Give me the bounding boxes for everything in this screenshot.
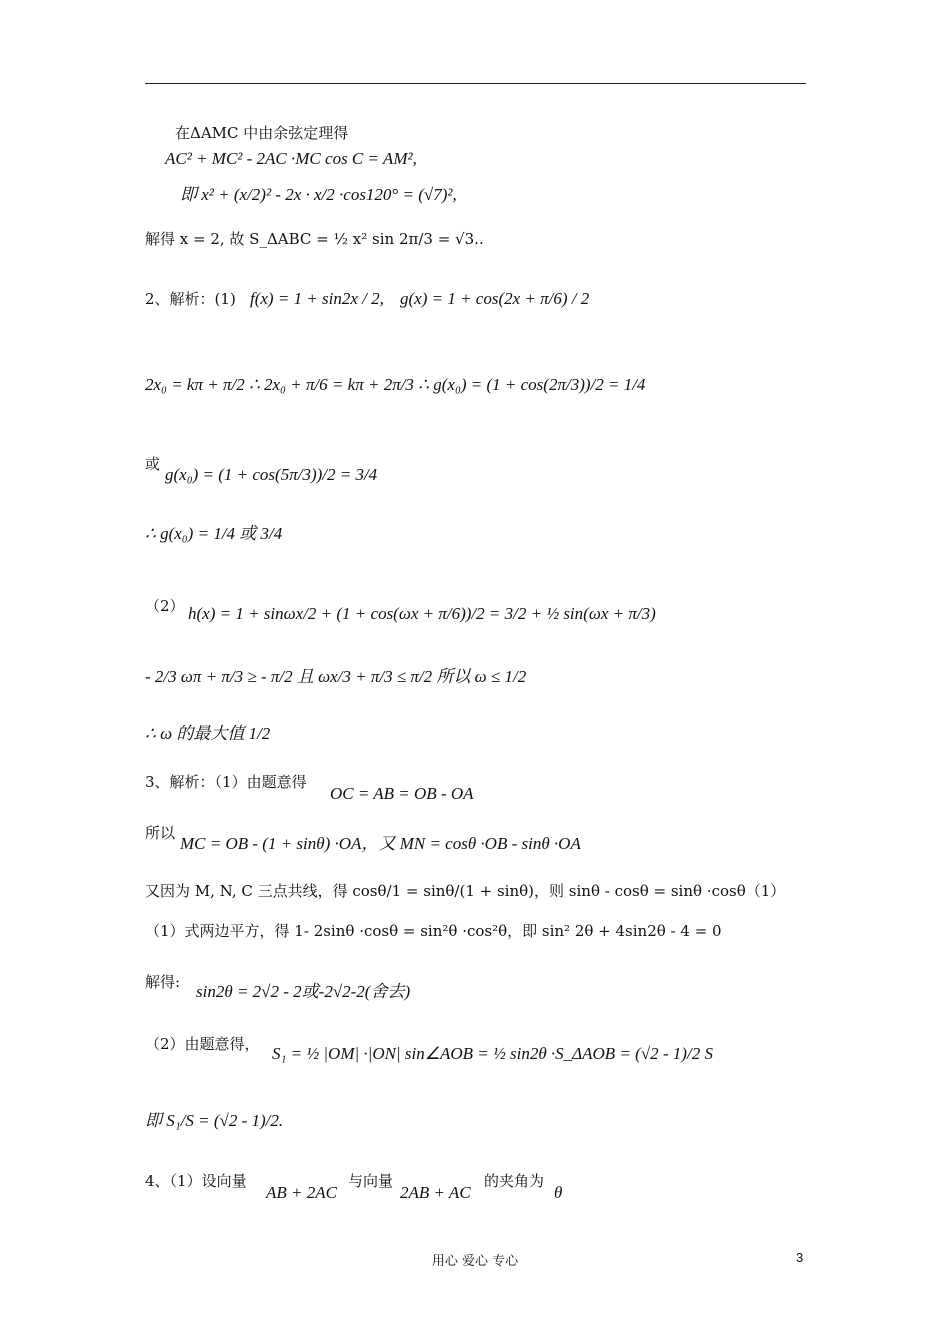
vector-2: 2AB + AC bbox=[400, 1183, 471, 1202]
formula-h: h(x) = 1 + sinωx/2 + (1 + cos(ωx + π/6))/2 = 3/2 + ½ sin(ωx + π/3) bbox=[188, 604, 656, 623]
part-2-intro: （2）由题意得， bbox=[145, 1035, 260, 1053]
vector-oc: OC = AB = OB - OA bbox=[330, 784, 474, 803]
so-label: 所以 bbox=[145, 824, 176, 842]
collinear-line: 又因为 M, N, C 三点共线，得 cosθ/1 = sinθ/(1 + sinθ)，则 sinθ - cosθ = sinθ ·cosθ（1） bbox=[145, 882, 786, 900]
footer-slogan: 用心 爱心 专心 bbox=[431, 1254, 519, 1269]
formula-g-alt: g(x₀) = (1 + cos(5π/3))/2 = 3/4 bbox=[165, 465, 378, 484]
omega-max: ∴ ω 的最大值 1/2 bbox=[145, 724, 271, 743]
formula-x0: 2x₀ = kπ + π/2 ∴ 2x₀ + π/6 = kπ + 2π/3 ∴ g(x₀) = (1 + cos(2π/3))/2 = 1/4 bbox=[145, 375, 646, 394]
area-ratio: 即 S₁/S = (√2 - 1)/2. bbox=[145, 1111, 284, 1130]
formula-g: g(x) = 1 + cos(2x + π/6) / 2 bbox=[400, 289, 590, 308]
theta-symbol: θ bbox=[554, 1183, 563, 1202]
with-vector-label: 与向量 bbox=[348, 1172, 394, 1190]
angle-label: 的夹角为 bbox=[484, 1172, 545, 1190]
solve-result: sin2θ = 2√2 - 2或-2√2-2(舍去) bbox=[196, 982, 411, 1001]
line-substitution: 即 x² + (x/2)² - 2x · x/2 ·cos120° = (√7)², bbox=[180, 185, 457, 204]
or-label: 或 bbox=[145, 455, 161, 473]
section-2-label: 2、解析：(1) bbox=[145, 290, 236, 308]
line-cosine-law-intro: 在ΔAMC 中由余弦定理得 bbox=[175, 124, 349, 142]
solve-label: 解得: bbox=[145, 973, 181, 991]
area-s1-formula: S₁ = ½ |OM| ·|ON| sin∠AOB = ½ sin2θ ·S_ΔAOB = (√2 - 1)/2 S bbox=[272, 1044, 713, 1063]
page-number: 3 bbox=[796, 1250, 804, 1265]
vector-1: AB + 2AC bbox=[266, 1183, 337, 1202]
therefore-g: ∴ g(x₀) = 1/4 或 3/4 bbox=[145, 524, 283, 543]
omega-inequality: - 2/3 ωπ + π/3 ≥ - π/2 且 ωx/3 + π/3 ≤ π/2 所以 ω ≤ 1/2 bbox=[145, 667, 527, 686]
line-area-result: 解得 x = 2, 故 S_ΔABC = ½ x² sin 2π/3 = √3.. bbox=[145, 230, 484, 248]
square-line: （1）式两边平方，得 1- 2sinθ ·cosθ = sin²θ ·cos²θ，即 sin² 2θ + 4sin2θ - 4 = 0 bbox=[145, 922, 722, 940]
section-4-label: 4、（1）设向量 bbox=[145, 1172, 247, 1190]
header-rule bbox=[145, 83, 806, 84]
vector-mc-mn: MC = OB - (1 + sinθ) ·OA，又 MN = cosθ ·OB - sinθ ·OA bbox=[180, 834, 581, 853]
formula-f: f(x) = 1 + sin2x / 2, bbox=[250, 289, 384, 308]
section-3-label: 3、解析：（1）由题意得 bbox=[145, 773, 307, 791]
part-2-label: （2） bbox=[145, 597, 185, 615]
line-cosine-law: AC² + MC² - 2AC ·MC cos C = AM², bbox=[165, 149, 417, 168]
